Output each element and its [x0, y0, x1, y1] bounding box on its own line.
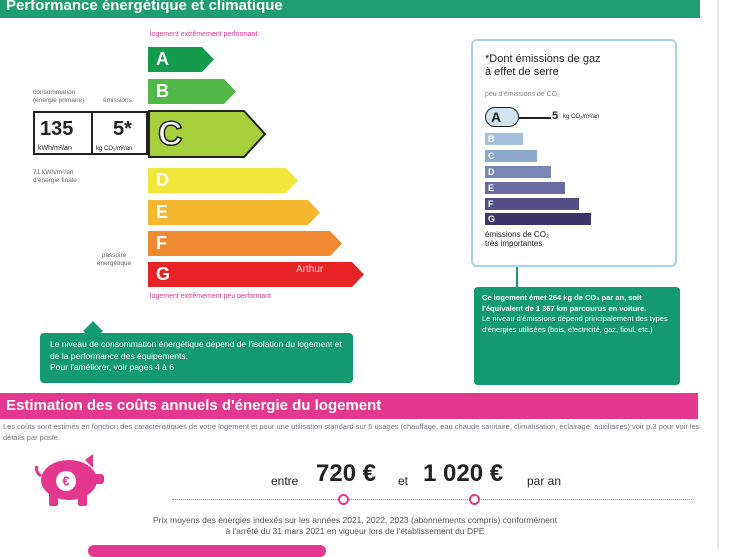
ges-class-f: [485, 198, 579, 210]
emissions-unit: kg CO₂/m²/an: [96, 146, 133, 152]
energy-class-f: [148, 231, 342, 256]
top-performance-label: logement extrêmement performant: [150, 31, 258, 38]
ges-class-g-letter: G: [488, 214, 496, 224]
energy-class-g: [148, 262, 364, 287]
emissions-value: 5*: [113, 118, 132, 140]
energy-class-f-letter: F: [156, 233, 167, 253]
energy-class-g-letter: G: [156, 264, 171, 284]
cost-low-value: 720 €: [316, 460, 377, 487]
energy-class-c: [148, 110, 266, 158]
performance-title: Performance énergétique et climatique: [6, 0, 283, 14]
energy-class-c-letter: C: [158, 115, 183, 153]
ges-unit: kg CO₂/m²/an: [563, 114, 600, 120]
cost-high-marker: [469, 494, 480, 505]
watermark: Arthur: [296, 264, 324, 275]
cost-low-marker: [338, 494, 349, 505]
consumption-unit: kWh/m²/an: [38, 145, 72, 152]
ges-top-label: peu d'émissions de CO₂: [485, 91, 560, 98]
ges-class-a: [485, 107, 519, 127]
ges-callout-stem: [516, 267, 518, 289]
ges-class-c: [485, 150, 537, 162]
energy-class-b-letter: B: [156, 81, 169, 101]
performance-header: [0, 0, 700, 18]
ges-callout: [474, 287, 680, 385]
costs-description: Les coûts sont estimés en fonction des caractéristiques de votre logement et pour une utilisation standard sur 5 usages (chauffage, eau chaude sanitaire, climatisation, éclairage, auxiliaires) voir p.3 pour voir les détails par poste.: [3, 422, 700, 442]
ges-callout-bold: Ce logement émet 264 kg de CO₂ par an, soit l'équivalent de 1 367 km parcourus en voiture.: [482, 293, 647, 313]
emissions-label: émissions: [103, 97, 132, 104]
final-energy-note: 71 kWh/m²/an d'énergie finale: [33, 169, 77, 184]
ges-class-b: [485, 133, 523, 145]
energy-class-a: [148, 47, 214, 72]
ges-class-e: [485, 182, 565, 194]
cost-per-year-label: par an: [527, 474, 562, 488]
page-edge: [717, 0, 719, 550]
cost-range-line: [172, 499, 692, 500]
energy-class-d-letter: D: [156, 170, 169, 190]
ges-bottom-label: émissions de CO₂ très importantes: [485, 230, 550, 248]
ges-class-g: [485, 213, 591, 225]
price-note: Prix moyens des énergies indexés sur les années 2021, 2022, 2023 (abonnements compris) conformément à l'arrêté du 31 mars 2021 en vigueur lors de l'établissement du DPE: [153, 515, 557, 536]
cost-and-label: et: [398, 474, 409, 488]
energy-class-b: [148, 79, 236, 104]
energy-class-d: [148, 168, 298, 193]
energy-class-e: [148, 200, 320, 225]
ges-class-e-letter: E: [488, 183, 495, 193]
cost-between-label: entre: [271, 474, 299, 488]
ges-class-d: [485, 166, 551, 178]
bottom-performance-label: logement extrêmement peu performant: [150, 293, 272, 300]
ges-class-a-letter: A: [491, 109, 502, 125]
costs-header: [0, 393, 698, 419]
ges-class-f-letter: F: [488, 199, 494, 209]
bottom-pill: [88, 545, 326, 557]
ges-class-d-letter: D: [488, 167, 495, 177]
consumption-value: 135: [40, 118, 74, 140]
piggy-bank-icon: [33, 452, 107, 515]
consumption-divider: [91, 111, 93, 155]
ges-class-c-letter: C: [488, 151, 495, 161]
ges-callout-text: Le niveau d'émissions dépend principalement des types d'énergies utilisées (bois, électricité, gaz, fioul, etc.): [482, 314, 668, 334]
ges-class-b-letter: B: [488, 134, 495, 144]
ges-value: 5: [552, 110, 559, 122]
energy-class-a-letter: A: [156, 49, 169, 69]
consumption-label: consommation (énergie primaire): [33, 89, 85, 104]
passoire-label: passoire énergétique: [96, 252, 132, 267]
energy-callout: Le niveau de consommation énergétique dépend de l'isolation du logement et de la performance des équipements. Pour l'améliorer, voir pages 4 à 6: [40, 333, 353, 383]
costs-title: Estimation des coûts annuels d'énergie du logement: [6, 397, 382, 414]
cost-high-value: 1 020 €: [423, 460, 504, 487]
ges-pointer-line: [519, 117, 551, 119]
svg-text:€: €: [62, 473, 70, 489]
energy-class-e-letter: E: [156, 202, 169, 222]
ges-title: *Dont émissions de gaz à effet de serre: [485, 53, 601, 78]
